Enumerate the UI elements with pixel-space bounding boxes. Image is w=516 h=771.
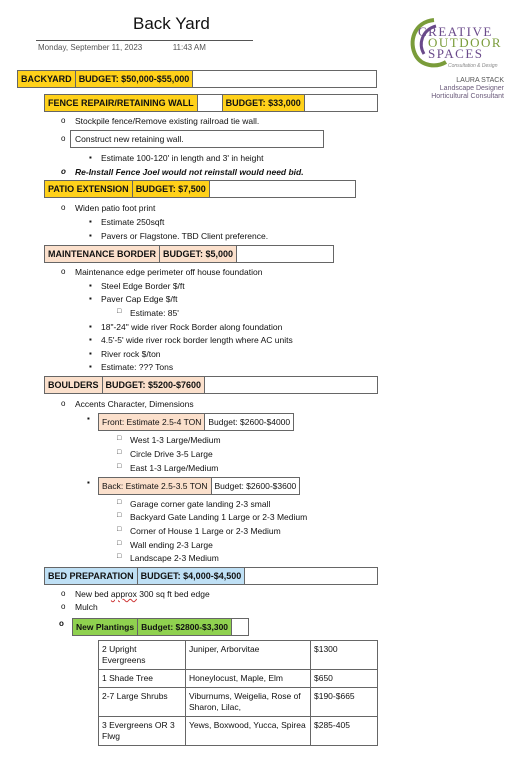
maint-item: o Maintenance edge perimeter off house foundation [75,267,262,277]
bed-item-1-post: 300 sq ft bed edge [136,589,210,599]
table-cell: 2-7 Large Shrubs [99,688,186,717]
boulders-budget: BUDGET: $5200-$7600 [103,377,206,393]
logo-line3: SPACES [428,46,484,61]
maint-sub-6: ▪ Estimate: ??? Tons [101,362,173,372]
bed-item-1-sq: approx [110,589,137,599]
maint-sub-1: ▪ Steel Edge Border $/ft [101,281,185,291]
contact-block [431,77,504,101]
table-cell: $190-$665 [311,688,378,717]
maint-sub-5: ▪ River rock $/ton [101,349,161,359]
table-cell: 1 Shade Tree [99,670,186,688]
plantings-label: o New Plantings [73,619,138,635]
page-title: Back Yard [133,14,210,33]
contact-name: LAURA STACK [456,77,504,84]
front-item-2: □ Circle Drive 3-5 Large [130,449,213,459]
boulders-item: o Accents Character, Dimensions [75,399,194,409]
front-item-3: □ East 1-3 Large/Medium [130,463,218,473]
backyard-header [17,70,377,88]
maint-sub-3: ▪ 18"-24" wide river Rock Border along foundation [101,322,282,332]
fence-note: o Re-Install Fence Joel would not reinstall would need bid. [75,167,304,177]
boulders-back-label: ▪ Back: Estimate 2.5-3.5 TON [99,478,212,494]
logo-tagline: Consultation & Design [448,63,498,69]
title-rule [36,40,253,41]
table-cell: Yews, Boxwood, Yucca, Spirea [186,717,311,746]
maint-label: MAINTENANCE BORDER [45,246,160,262]
plantings-header [72,618,249,636]
maint-subsub: □ Estimate: 85' [130,308,179,318]
date-time [38,43,206,52]
date: Monday, September 11, 2023 [38,43,143,52]
table-cell: $285-405 [311,717,378,746]
bed-label: BED PREPARATION [45,568,138,584]
boulders-label: BOULDERS [45,377,103,393]
maint-header [44,245,334,263]
time: 11:43 AM [172,43,206,52]
table-row [99,670,378,688]
bed-budget: BUDGET: $4,000-$4,500 [138,568,246,584]
contact-role2: Horticultural Consultant [431,93,504,100]
boulders-front-budget: Budget: $2600-$4000 [208,417,291,427]
fence-item-2: o Construct new retaining wall. [75,134,184,144]
boulders-header [44,376,378,394]
back-item-5: □ Landscape 2-3 Medium [130,553,219,563]
maint-sub-2: ▪ Paver Cap Edge $/ft [101,294,178,304]
bed-item-1 [75,589,210,599]
boulders-back [98,477,300,495]
fence-label: FENCE REPAIR/RETAINING WALL [45,95,198,111]
backyard-budget: BUDGET: $50,000-$55,000 [76,71,194,87]
table-cell: $1300 [311,641,378,670]
table-cell: 3 Evergreens OR 3 Flwg [99,717,186,746]
table-cell: 2 Upright Evergreens [99,641,186,670]
boulders-front [98,413,294,431]
patio-label: PATIO EXTENSION [45,181,133,197]
table-row [99,717,378,746]
bed-item-2: o Mulch [75,602,98,612]
table-row [99,688,378,717]
contact-role1: Landscape Designer [439,85,504,92]
boulders-back-budget: Budget: $2600-$3600 [214,481,297,491]
patio-sub-2: ▪ Pavers or Flagstone. TBD Client preference. [101,231,268,241]
patio-header [44,180,356,198]
patio-budget: BUDGET: $7,500 [133,181,210,197]
bed-item-1-pre: New bed [75,589,111,599]
table-row [99,641,378,670]
logo-line2: OUTDOOR [428,35,503,50]
back-item-3: □ Corner of House 1 Large or 2-3 Medium [130,526,281,536]
table-cell: Viburnums, Weigelia, Rose of Sharon, Lilac, [186,688,311,717]
plantings-budget: Budget: $2800-$3,300 [138,619,232,635]
boulders-front-label: ▪ Front: Estimate 2.5-4 TON [99,414,205,430]
logo-text [418,26,502,59]
fence-budget: BUDGET: $33,000 [223,95,305,111]
backyard-label: BACKYARD [18,71,76,87]
plantings-table [98,640,378,746]
fence-item-1: o Stockpile fence/Remove existing railroad tie wall. [75,116,259,126]
table-cell: Honeylocust, Maple, Elm [186,670,311,688]
back-item-4: □ Wall ending 2-3 Large [130,540,213,550]
patio-item: o Widen patio foot print [75,203,155,213]
back-item-1: □ Garage corner gate landing 2-3 small [130,499,270,509]
fence-header [44,94,378,112]
patio-sub-1: ▪ Estimate 250sqft [101,217,164,227]
table-cell: Juniper, Arborvitae [186,641,311,670]
back-item-2: □ Backyard Gate Landing 1 Large or 2-3 Medium [130,512,307,522]
front-item-1: □ West 1-3 Large/Medium [130,435,221,445]
maint-sub-4: ▪ 4.5'-5' wide river rock border length where AC units [101,335,293,345]
bed-header [44,567,378,585]
table-cell: $650 [311,670,378,688]
maint-budget: BUDGET: $5,000 [160,246,237,262]
fence-sub: ▪ Estimate 100-120' in length and 3' in height [101,153,264,163]
logo-line1: CREATIVE [418,24,493,39]
